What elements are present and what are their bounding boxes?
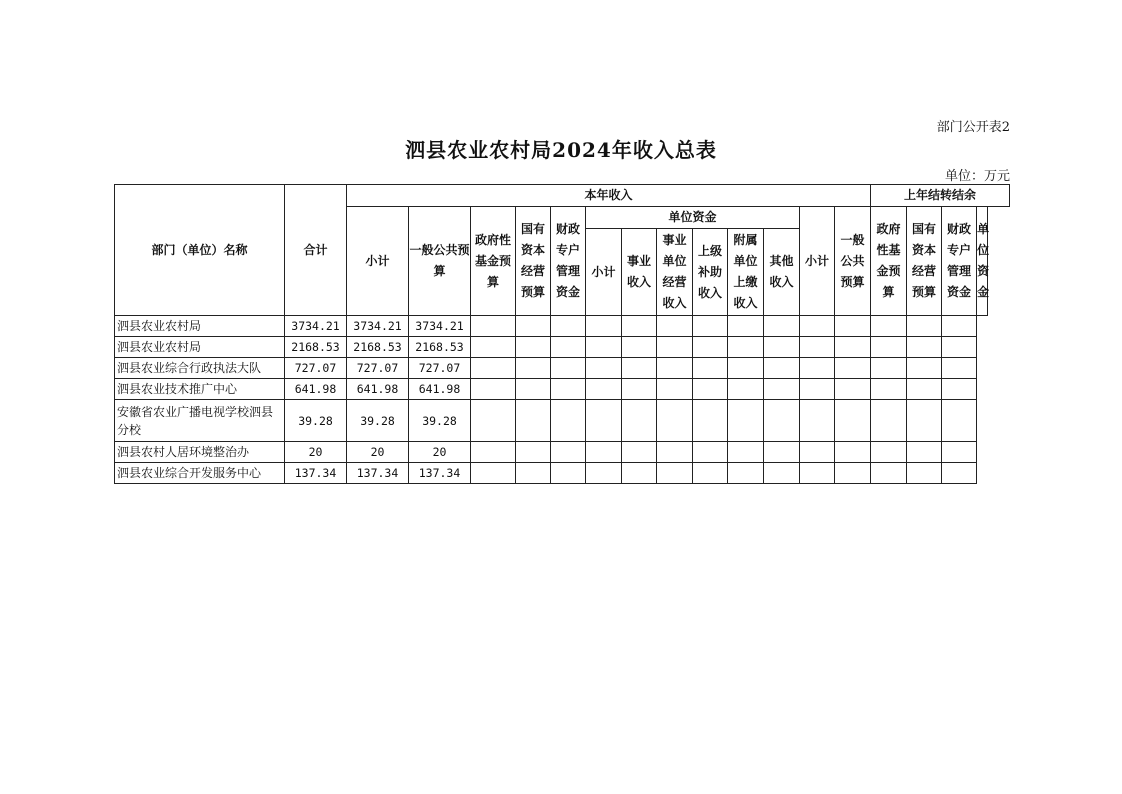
table-row: [115, 358, 1010, 379]
row-total: 39.28: [285, 400, 347, 442]
header-current-year-income: 本年收入: [347, 185, 871, 207]
header-other-income: 其他收入: [764, 229, 800, 316]
table-row: [115, 400, 1010, 442]
header-dept-name: 部门（单位）名称: [115, 185, 285, 316]
row-dept-name: 泗县农村人居环境整治办: [115, 442, 285, 463]
table-row: [115, 379, 1010, 400]
header-carry-unit-funds: 单位资金: [977, 207, 988, 316]
row-general-budget: 727.07: [409, 358, 471, 379]
row-subtotal: 39.28: [347, 400, 409, 442]
row-subtotal: 3734.21: [347, 316, 409, 337]
header-carry-subtotal: 小计: [800, 207, 835, 316]
row-general-budget: 20: [409, 442, 471, 463]
header-unit-subtotal: 小计: [586, 229, 622, 316]
row-dept-name: 泗县农业技术推广中心: [115, 379, 285, 400]
row-general-budget: 39.28: [409, 400, 471, 442]
row-total: 20: [285, 442, 347, 463]
header-state-capital-budget: 国有资本经营预算: [516, 207, 551, 316]
header-general-budget: 一般公共预算: [409, 207, 471, 316]
table-row: [115, 463, 1010, 484]
row-general-budget: 3734.21: [409, 316, 471, 337]
header-carry-gov-fund-budget: 政府性基金预算: [871, 207, 907, 316]
unit-label: 单位：万元: [944, 169, 1010, 184]
row-dept-name: 泗县农业综合开发服务中心: [115, 463, 285, 484]
row-subtotal: 727.07: [347, 358, 409, 379]
row-general-budget: 137.34: [409, 463, 471, 484]
header-unit-funds: 单位资金: [586, 207, 800, 229]
header-business-income: 事业收入: [622, 229, 657, 316]
row-subtotal: 137.34: [347, 463, 409, 484]
header-fiscal-special-fund: 财政专户管理资金: [551, 207, 586, 316]
row-dept-name: 泗县农业农村局: [115, 316, 285, 337]
row-total: 641.98: [285, 379, 347, 400]
header-carry-state-capital-budget: 国有资本经营预算: [907, 207, 942, 316]
table-row: [115, 316, 1010, 337]
row-subtotal: 641.98: [347, 379, 409, 400]
header-subtotal: 小计: [347, 207, 409, 316]
row-total: 137.34: [285, 463, 347, 484]
row-subtotal: 20: [347, 442, 409, 463]
row-dept-name: 安徽省农业广播电视学校泗县分校: [115, 400, 285, 442]
header-carry-general-budget: 一般公共预算: [835, 207, 871, 316]
header-prior-year-carryover: 上年结转结余: [871, 185, 1010, 207]
row-total: 3734.21: [285, 316, 347, 337]
header-carry-fiscal-special-fund: 财政专户管理资金: [942, 207, 977, 316]
row-general-budget: 641.98: [409, 379, 471, 400]
header-gov-fund-budget: 政府性基金预算: [471, 207, 516, 316]
row-total: 727.07: [285, 358, 347, 379]
row-dept-name: 泗县农业综合行政执法大队: [115, 358, 285, 379]
header-higher-subsidy-income: 上级补助收入: [693, 229, 728, 316]
header-business-unit-operating-income: 事业单位经营收入: [657, 229, 693, 316]
row-total: 2168.53: [285, 337, 347, 358]
income-summary-table: [114, 184, 1010, 484]
row-dept-name: 泗县农业农村局: [115, 337, 285, 358]
row-general-budget: 2168.53: [409, 337, 471, 358]
table-row: [115, 442, 1010, 463]
table-row: [115, 337, 1010, 358]
header-affiliated-unit-income: 附属单位上缴收入: [728, 229, 764, 316]
header-total: 合计: [285, 185, 347, 316]
form-number: 部门公开表2: [936, 120, 1010, 135]
page-title: 泗县农业农村局2024年收入总表: [405, 138, 717, 162]
row-subtotal: 2168.53: [347, 337, 409, 358]
